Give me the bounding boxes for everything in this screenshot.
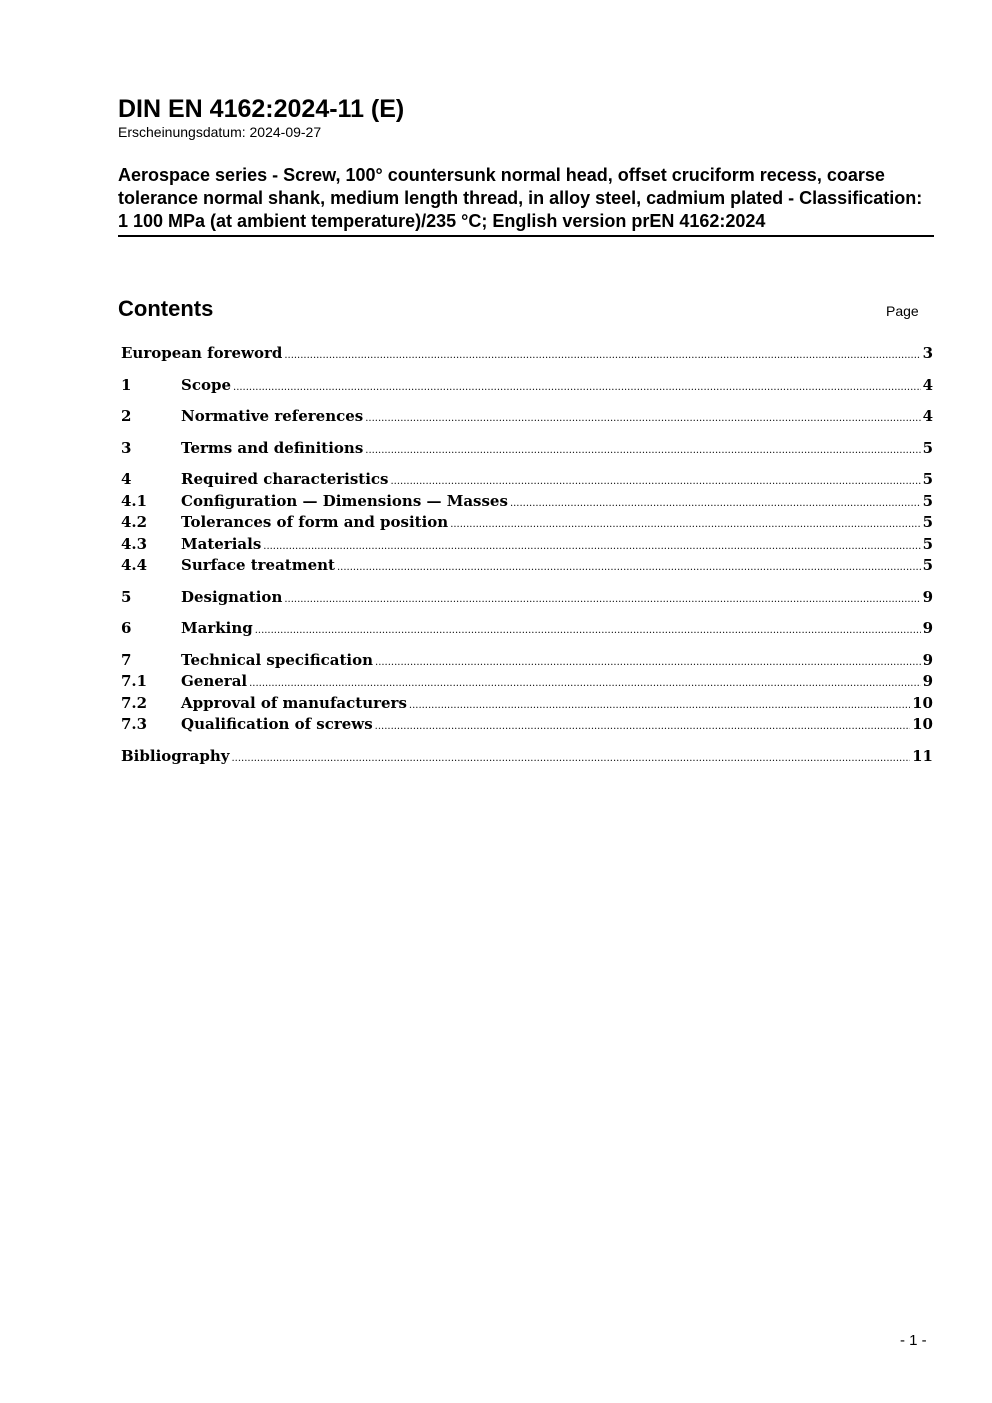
document-title: DIN EN 4162:2024-11 (E) [118, 95, 405, 123]
toc-entry-normative-references[interactable] [121, 406, 933, 426]
toc-entry-number: 4.2 [121, 513, 148, 531]
toc-entry-general[interactable] [121, 671, 933, 691]
toc-entry-title: Required characteristics [181, 470, 389, 488]
toc-entry-number: 7.1 [121, 672, 148, 690]
toc-leader [391, 472, 921, 492]
toc-entry-marking[interactable] [121, 618, 933, 638]
toc-leader [337, 558, 921, 578]
toc-entry-materials[interactable] [121, 534, 933, 554]
toc-entry-number: 7 [121, 651, 132, 669]
toc-entry-title: Qualification of screws [181, 715, 373, 733]
document-header [118, 94, 934, 141]
toc-leader [510, 494, 921, 514]
toc-entry-technical-specification[interactable] [121, 650, 933, 670]
toc-leader [284, 346, 920, 366]
toc-entry-number: 7.3 [121, 715, 148, 733]
toc-entry-title: Normative references [181, 407, 364, 425]
toc-entry-page: 9 [922, 651, 933, 669]
toc-entry-page: 9 [922, 619, 933, 637]
toc-entry-number: 7.2 [121, 694, 148, 712]
toc-entry-page: 10 [912, 715, 933, 733]
toc-entry-page: 5 [922, 492, 933, 510]
toc-entry-number: 5 [121, 588, 132, 606]
toc-entry-number: 1 [121, 376, 132, 394]
toc-entry-page: 5 [922, 470, 933, 488]
toc-entry-title: Surface treatment [181, 556, 335, 574]
toc-entry-number: 4.1 [121, 492, 148, 510]
toc-entry-title: Terms and definitions [181, 439, 364, 457]
toc-leader [450, 515, 920, 535]
toc-entry-page: 11 [912, 747, 933, 765]
toc-entry-title: Scope [181, 376, 232, 394]
toc-entry-page: 10 [912, 694, 933, 712]
toc-entry-required-characteristics[interactable] [121, 469, 933, 489]
toc-entry-bibliography[interactable] [121, 746, 933, 766]
toc-entry-page: 5 [922, 439, 933, 457]
toc-entry-title: General [181, 672, 248, 690]
toc-entry-page: 4 [922, 407, 933, 425]
toc-entry-page: 3 [922, 344, 933, 362]
toc-entry-title: Materials [181, 535, 262, 553]
toc-leader [263, 537, 920, 557]
toc-entry-qualification-of-screws[interactable] [121, 714, 933, 734]
toc-leader [255, 621, 921, 641]
publication-date: Erscheinungsdatum: 2024-09-27 [118, 124, 322, 140]
toc-entry-page: 9 [922, 672, 933, 690]
toc-leader [284, 590, 920, 610]
toc-leader [365, 441, 920, 461]
page-column-label: Page [886, 303, 919, 319]
toc-leader [409, 696, 910, 716]
toc-entry-title: Approval of manufacturers [181, 694, 407, 712]
toc-entry-number: 3 [121, 439, 132, 457]
toc-leader [232, 749, 911, 769]
toc-entry-page: 5 [922, 535, 933, 553]
toc-entry-title: European foreword [121, 344, 283, 362]
toc-leader [375, 653, 921, 673]
toc-entry-number: 6 [121, 619, 132, 637]
toc-entry-title: Designation [181, 588, 283, 606]
toc-leader [233, 378, 921, 398]
toc-entry-surface-treatment[interactable] [121, 555, 933, 575]
toc-entry-title: Marking [181, 619, 253, 637]
toc-leader [249, 674, 920, 694]
toc-entry-page: 5 [922, 556, 933, 574]
document-subtitle: Aerospace series - Screw, 100° countersunk normal head, offset cruciform recess, coarse tolerance normal shank, medium length thread, in alloy steel, cadmium plated - Classification: 1 100 MPa (at ambient temperature)/235 °C; English version prEN 4162:2024 [118, 164, 934, 237]
toc-entry-european-foreword[interactable] [121, 343, 933, 363]
toc-leader [375, 717, 910, 737]
toc-entry-number: 4 [121, 470, 132, 488]
toc-entry-page: 5 [922, 513, 933, 531]
toc-entry-title: Tolerances of form and position [181, 513, 449, 531]
toc-entry-configuration[interactable] [121, 491, 933, 511]
toc-entry-title: Bibliography [121, 747, 230, 765]
toc-entry-number: 4.4 [121, 556, 148, 574]
contents-heading: Contents [118, 296, 214, 321]
toc-entry-page: 9 [922, 588, 933, 606]
toc-entry-tolerances[interactable] [121, 512, 933, 532]
toc-entry-title: Technical specification [181, 651, 374, 669]
toc-entry-number: 2 [121, 407, 132, 425]
toc-entry-approval-of-manufacturers[interactable] [121, 693, 933, 713]
toc-entry-number: 4.3 [121, 535, 148, 553]
toc-entry-title: Configuration — Dimensions — Masses [181, 492, 508, 510]
page-number: - 1 - [900, 1332, 927, 1349]
toc-entry-terms-and-definitions[interactable] [121, 438, 933, 458]
toc-entry-page: 4 [922, 376, 933, 394]
toc-entry-designation[interactable] [121, 587, 933, 607]
toc-leader [365, 409, 920, 429]
toc-entry-scope[interactable] [121, 375, 933, 395]
